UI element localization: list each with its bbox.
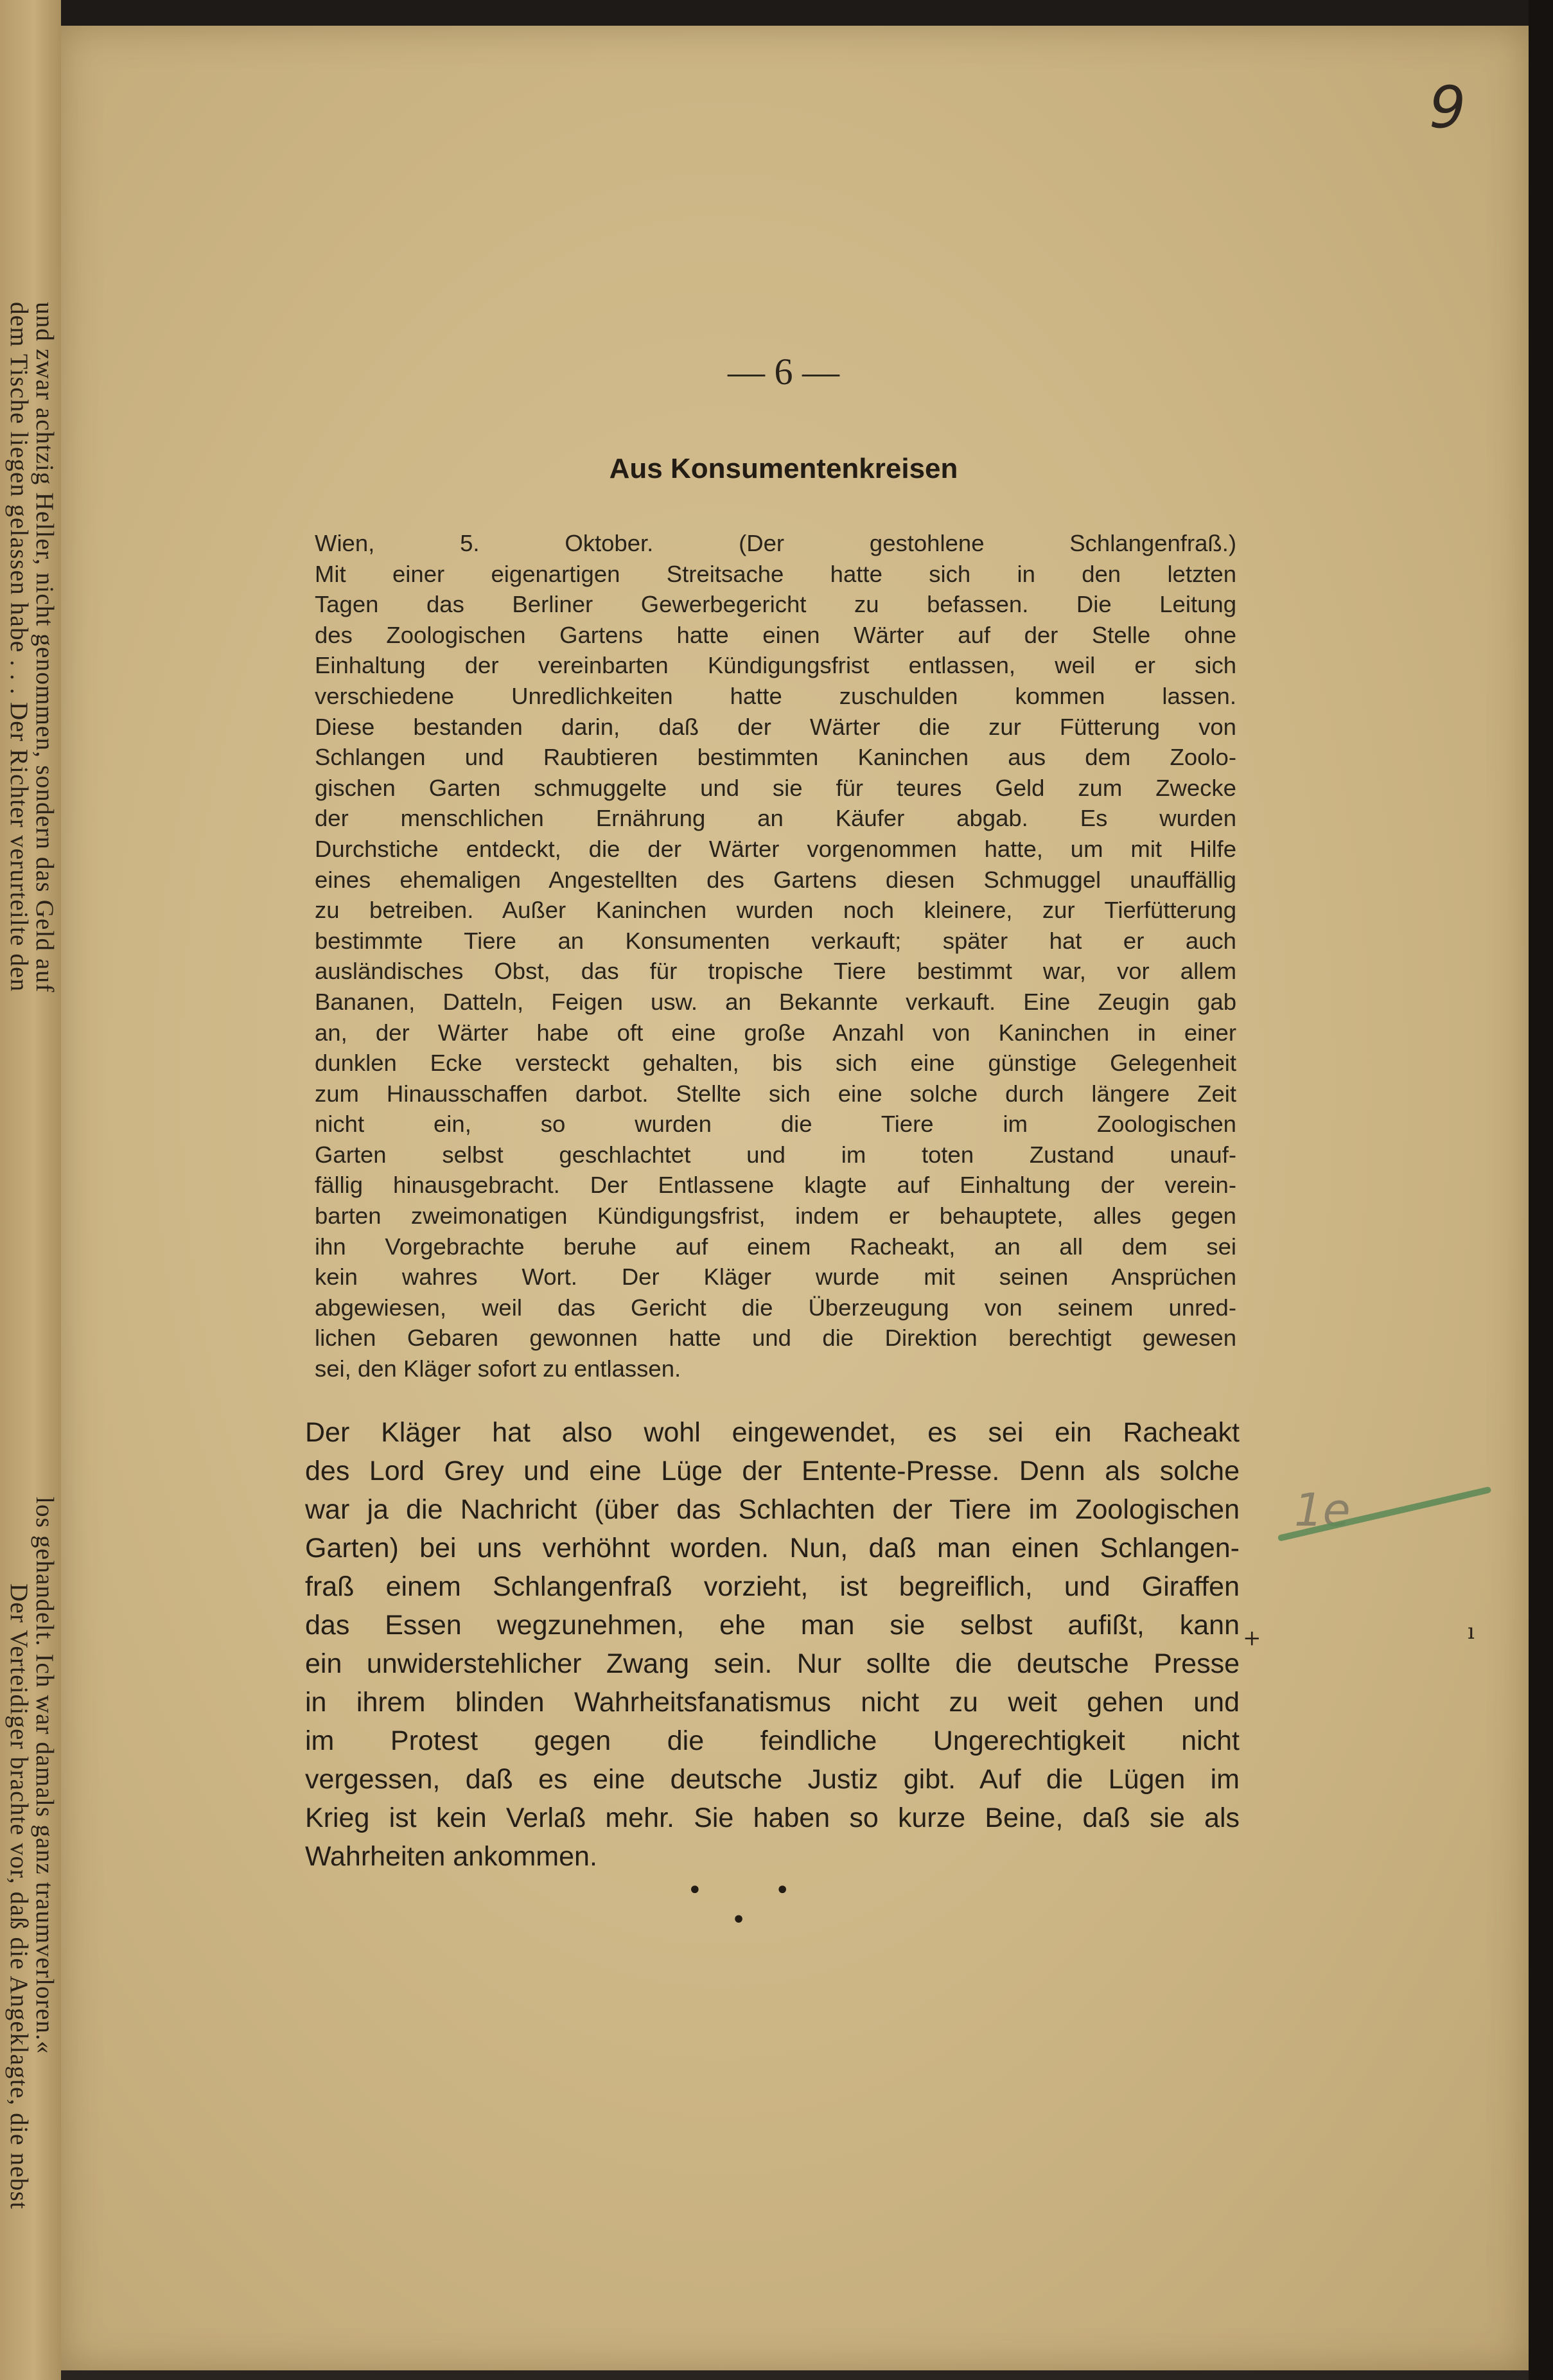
commentary-body (305, 1413, 1240, 1876)
text-line: gischen Garten schmuggelte und sie für teures Geld zum Zwecke (315, 774, 1236, 801)
text-line: fraß einem Schlangenfraß vorzieht, ist begreiflich, und Giraffen (305, 1571, 1240, 1602)
text-line: Wahrheiten ankommen. (305, 1841, 597, 1872)
text-line: sei, den Kläger sofort zu entlassen. (315, 1355, 681, 1382)
article-body (315, 528, 1236, 1384)
text-line: Wien, 5. Oktober. (Der gestohlene Schlangenfraß.) (315, 530, 1236, 556)
text-line: der menschlichen Ernährung an Käufer abgab. Es wurden (315, 805, 1236, 832)
page-number: — 6 — (728, 351, 839, 392)
text-line: verschiedene Unredlichkeiten hatte zuschulden kommen lassen. (315, 682, 1236, 709)
margin-mark: + (1243, 1625, 1261, 1651)
text-line: Durchstiche entdeckt, die der Wärter vorgenommen hatte, um mit Hilfe (315, 835, 1236, 862)
text-line: des Lord Grey und eine Lüge der Entente-Presse. Denn als solche (305, 1456, 1240, 1486)
text-line: Garten selbst geschlachtet und im toten Zustand unauf- (315, 1141, 1236, 1168)
side-text-column-1-lower (30, 1497, 59, 2054)
text-line: barten zweimonatigen Kündigungsfrist, indem er behauptete, alles gegen (315, 1203, 1236, 1230)
section-ornament: • • • (687, 1876, 822, 1935)
margin-mark: ı (1468, 1619, 1475, 1644)
text-line: in ihrem blinden Wahrheitsfanatismus nicht zu weit gehen und (305, 1687, 1240, 1718)
side-text-column-2-lower (4, 1583, 33, 2210)
text-line: lichen Gebaren gewonnen hatte und die Direktion berechtigt gewesen (315, 1325, 1236, 1352)
text-line: Der Kläger hat also wohl eingewendet, es sei ein Racheakt (305, 1417, 1240, 1448)
side-text-1-upper: und zwar achtzig Heller, nicht genommen, sondern das Geld auf (31, 302, 58, 993)
text-line: Diese bestanden darin, daß der Wärter die zur Fütterung von (315, 713, 1236, 740)
side-text-column-2 (4, 302, 33, 992)
text-line: eines ehemaligen Angestellten des Gartens diesen Schmuggel unauffällig (315, 866, 1236, 893)
text-line: bestimmte Tiere an Konsumenten verkauft; später hat er auch (315, 927, 1236, 954)
text-line: Schlangen und Raubtieren bestimmten Kaninchen aus dem Zoolo- (315, 744, 1236, 771)
text-line: Bananen, Datteln, Feigen usw. an Bekannte verkauft. Eine Zeugin gab (315, 988, 1236, 1015)
side-text-1-lower: los gehandelt. Ich war damals ganz traumverloren.« (31, 1497, 58, 2054)
text-line: zu betreiben. Außer Kaninchen wurden noch kleinere, zur Tierfütterung (315, 897, 1236, 924)
scan-right-edge (1529, 0, 1553, 2380)
side-text-2-upper: dem Tische liegen gelassen habe . . . Der Richter verurteilte den (5, 302, 33, 992)
text-line: war ja die Nachricht (über das Schlachten der Tiere im Zoologischen (305, 1494, 1240, 1525)
article-heading: Aus Konsumentenkreisen (609, 453, 958, 484)
text-line: an, der Wärter habe oft eine große Anzahl von Kaninchen in einer (315, 1019, 1236, 1046)
text-line: nicht ein, so wurden die Tiere im Zoologischen (315, 1111, 1236, 1138)
text-line: zum Hinausschaffen darbot. Stellte sich eine solche durch längere Zeit (315, 1080, 1236, 1107)
text-line: Krieg ist kein Verlaß mehr. Sie haben so kurze Beine, daß sie als (305, 1803, 1240, 1833)
text-line: Garten) bei uns verhöhnt worden. Nun, daß man einen Schlangen- (305, 1533, 1240, 1564)
text-line: ein unwiderstehlicher Zwang sein. Nur sollte die deutsche Presse (305, 1648, 1240, 1679)
text-line: Mit einer eigenartigen Streitsache hatte sich in den letzten (315, 560, 1236, 587)
side-text-column-1 (30, 302, 59, 993)
text-line: Einhaltung der vereinbarten Kündigungsfrist entlassen, weil er sich (315, 652, 1236, 679)
handwritten-page-number: 9 (1429, 74, 1466, 141)
text-line: ihn Vorgebrachte beruhe auf einem Racheakt, an all dem sei (315, 1233, 1236, 1260)
text-line: das Essen wegzunehmen, ehe man sie selbst aufißt, kann (305, 1610, 1240, 1641)
text-line: abgewiesen, weil das Gericht die Überzeugung von seinem unred- (315, 1294, 1236, 1321)
text-line: Tagen das Berliner Gewerbegericht zu befassen. Die Leitung (315, 591, 1236, 618)
text-line: fällig hinausgebracht. Der Entlassene klagte auf Einhaltung der verein- (315, 1172, 1236, 1199)
text-line: ausländisches Obst, das für tropische Tiere bestimmt war, vor allem (315, 958, 1236, 985)
text-line: des Zoologischen Gartens hatte einen Wärter auf der Stelle ohne (315, 621, 1236, 648)
text-line: dunklen Ecke versteckt gehalten, bis sich eine günstige Gelegenheit (315, 1050, 1236, 1077)
text-line: vergessen, daß es eine deutsche Justiz gibt. Auf die Lügen im (305, 1764, 1240, 1795)
side-text-2-lower: Der Verteidiger brachte vor, daß die Angeklagte, die nebst (5, 1583, 33, 2210)
pencil-annotation: 1e (1294, 1484, 1351, 1537)
text-line: kein wahres Wort. Der Kläger wurde mit seinen Ansprüchen (315, 1264, 1236, 1291)
text-line: im Protest gegen die feindliche Ungerechtigkeit nicht (305, 1725, 1240, 1756)
